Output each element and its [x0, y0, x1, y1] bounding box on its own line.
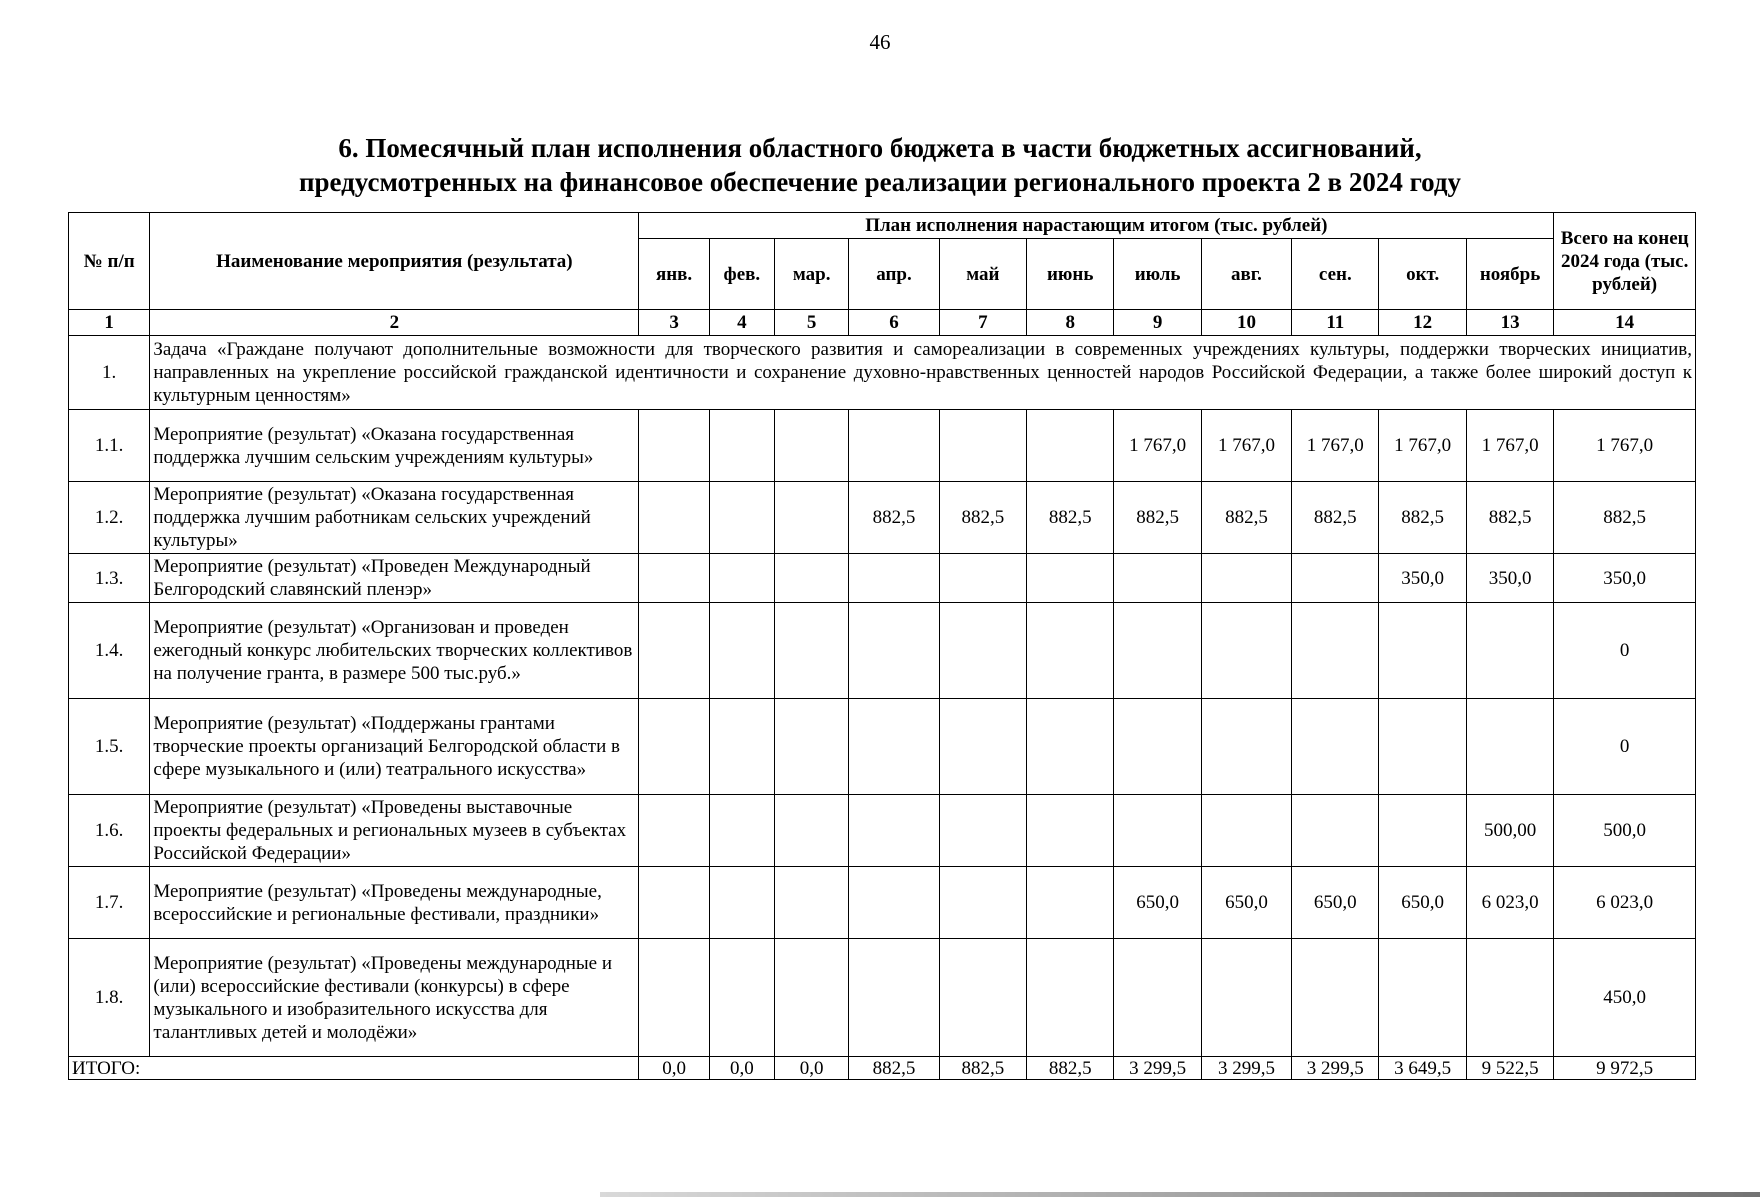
month-value: 500,00 — [1466, 795, 1553, 867]
month-value — [939, 699, 1026, 795]
budget-plan-table — [68, 212, 1696, 1080]
month-value — [849, 939, 939, 1057]
column-number: 6 — [849, 310, 939, 336]
task-num: 1. — [69, 336, 150, 410]
page-title-line-1: 6. Помесячный план исполнения областного бюджета в части бюджетных ассигнований, — [338, 133, 1422, 163]
month-value — [1292, 699, 1379, 795]
row-num: 1.1. — [69, 410, 150, 482]
month-value: 882,5 — [849, 482, 939, 554]
month-value — [849, 603, 939, 699]
month-value — [639, 554, 709, 603]
month-value: 882,5 — [1027, 482, 1114, 554]
month-value — [1466, 939, 1553, 1057]
total-month-value: 0,0 — [639, 1057, 709, 1080]
month-value — [1466, 699, 1553, 795]
row-name: Мероприятие (результат) «Проведен Международный Белгородский славянский пленэр» — [150, 554, 639, 603]
month-value — [709, 939, 774, 1057]
row-total: 350,0 — [1554, 554, 1696, 603]
month-value — [709, 482, 774, 554]
total-label: ИТОГО: — [69, 1057, 639, 1080]
header-month: ноябрь — [1466, 239, 1553, 310]
month-value: 650,0 — [1201, 867, 1291, 939]
column-number: 1 — [69, 310, 150, 336]
month-value — [1027, 603, 1114, 699]
month-value — [1027, 939, 1114, 1057]
column-number: 11 — [1292, 310, 1379, 336]
month-value — [1379, 795, 1466, 867]
month-value — [774, 699, 848, 795]
column-number: 10 — [1201, 310, 1291, 336]
month-value — [639, 699, 709, 795]
month-value: 882,5 — [939, 482, 1026, 554]
row-name: Мероприятие (результат) «Проведены международные и (или) всероссийские фестивали (конкурсы) в сфере музыкального и изобразительного искусства для талантливых детей и молодёжи» — [150, 939, 639, 1057]
total-month-value: 0,0 — [774, 1057, 848, 1080]
month-value — [709, 795, 774, 867]
total-month-value: 882,5 — [849, 1057, 939, 1080]
total-month-value: 9 522,5 — [1466, 1057, 1553, 1080]
month-value: 882,5 — [1292, 482, 1379, 554]
month-value: 882,5 — [1379, 482, 1466, 554]
month-value — [1201, 603, 1291, 699]
month-value — [709, 410, 774, 482]
header-month: фев. — [709, 239, 774, 310]
row-num: 1.5. — [69, 699, 150, 795]
header-num: № п/п — [69, 213, 150, 310]
month-value — [1379, 699, 1466, 795]
table-row — [69, 939, 1696, 1057]
row-name: Мероприятие (результат) «Организован и проведен ежегодный конкурс любительских творческих коллективов на получение гранта, в размере 500 тыс.руб.» — [150, 603, 639, 699]
month-value — [1027, 554, 1114, 603]
month-value — [849, 410, 939, 482]
row-total: 882,5 — [1554, 482, 1696, 554]
column-number: 8 — [1027, 310, 1114, 336]
header-month: июнь — [1027, 239, 1114, 310]
month-value — [639, 795, 709, 867]
column-number: 3 — [639, 310, 709, 336]
grand-total: 9 972,5 — [1554, 1057, 1696, 1080]
table-row — [69, 603, 1696, 699]
row-total: 450,0 — [1554, 939, 1696, 1057]
month-value — [709, 699, 774, 795]
month-value — [774, 482, 848, 554]
month-value: 650,0 — [1114, 867, 1201, 939]
page-title-line-2: предусмотренных на финансовое обеспечение реализации регионального проекта 2 в 2024 году — [298, 167, 1462, 197]
column-number: 9 — [1114, 310, 1201, 336]
month-value — [939, 603, 1026, 699]
month-value — [774, 795, 848, 867]
page-number: 46 — [869, 30, 891, 54]
month-value — [709, 603, 774, 699]
header-month: апр. — [849, 239, 939, 310]
table-row — [69, 867, 1696, 939]
total-month-value: 882,5 — [939, 1057, 1026, 1080]
month-value: 1 767,0 — [1379, 410, 1466, 482]
table-row — [69, 410, 1696, 482]
task-text: Задача «Граждане получают дополнительные возможности для творческого развития и самореализации в современных учреждениях культуры, поддержки творческих инициатив, направленных на укрепление российской гражданской идентичности и сохранение духовно-нравственных ценностей народов Российской Федерации, а также более широкий доступ к культурным ценностям» — [150, 336, 1696, 410]
scan-edge-line — [600, 1192, 1760, 1197]
month-value — [1292, 603, 1379, 699]
month-value: 1 767,0 — [1292, 410, 1379, 482]
month-value — [774, 939, 848, 1057]
month-value — [939, 939, 1026, 1057]
month-value: 1 767,0 — [1201, 410, 1291, 482]
row-num: 1.4. — [69, 603, 150, 699]
month-value — [1114, 699, 1201, 795]
month-value: 650,0 — [1292, 867, 1379, 939]
month-value — [1114, 603, 1201, 699]
month-value — [1201, 554, 1291, 603]
table-row — [69, 699, 1696, 795]
month-value — [774, 867, 848, 939]
month-value — [709, 554, 774, 603]
month-value — [639, 939, 709, 1057]
row-total: 6 023,0 — [1554, 867, 1696, 939]
total-row — [69, 1057, 1696, 1080]
header-month: авг. — [1201, 239, 1291, 310]
column-number: 2 — [150, 310, 639, 336]
month-value — [849, 795, 939, 867]
month-value — [639, 482, 709, 554]
month-value: 1 767,0 — [1466, 410, 1553, 482]
month-value — [1027, 867, 1114, 939]
month-value — [939, 410, 1026, 482]
column-number: 7 — [939, 310, 1026, 336]
header-month: мар. — [774, 239, 848, 310]
month-value — [1201, 699, 1291, 795]
table-row — [69, 795, 1696, 867]
month-value — [939, 795, 1026, 867]
month-value — [1379, 939, 1466, 1057]
row-total: 0 — [1554, 699, 1696, 795]
month-value — [939, 867, 1026, 939]
row-total: 500,0 — [1554, 795, 1696, 867]
column-number: 5 — [774, 310, 848, 336]
month-value — [849, 867, 939, 939]
column-numbers-row — [69, 310, 1696, 336]
month-value — [1114, 939, 1201, 1057]
month-value — [849, 554, 939, 603]
page-title — [160, 131, 1600, 199]
column-number: 4 — [709, 310, 774, 336]
month-value — [774, 410, 848, 482]
month-value — [1379, 603, 1466, 699]
column-number: 12 — [1379, 310, 1466, 336]
table-row — [69, 482, 1696, 554]
month-value — [1027, 795, 1114, 867]
month-value — [1114, 795, 1201, 867]
row-name: Мероприятие (результат) «Проведены выставочные проекты федеральных и региональных музеев в субъектах Российской Федерации» — [150, 795, 639, 867]
month-value — [709, 867, 774, 939]
header-month: июль — [1114, 239, 1201, 310]
month-value — [1292, 795, 1379, 867]
row-total: 1 767,0 — [1554, 410, 1696, 482]
task-row — [69, 336, 1696, 410]
month-value: 350,0 — [1466, 554, 1553, 603]
row-num: 1.6. — [69, 795, 150, 867]
total-month-value: 3 299,5 — [1114, 1057, 1201, 1080]
header-month: сен. — [1292, 239, 1379, 310]
month-value: 6 023,0 — [1466, 867, 1553, 939]
column-number: 13 — [1466, 310, 1553, 336]
row-num: 1.7. — [69, 867, 150, 939]
total-month-value: 3 299,5 — [1201, 1057, 1291, 1080]
month-value — [774, 603, 848, 699]
month-value — [1114, 554, 1201, 603]
header-total: Всего на конец 2024 года (тыс. рублей) — [1554, 213, 1696, 310]
month-value — [639, 867, 709, 939]
month-value — [639, 410, 709, 482]
month-value: 882,5 — [1114, 482, 1201, 554]
month-value: 650,0 — [1379, 867, 1466, 939]
row-name: Мероприятие (результат) «Поддержаны грантами творческие проекты организаций Белгородской области в сфере музыкального и (или) театрального искусства» — [150, 699, 639, 795]
month-value — [1292, 554, 1379, 603]
month-value: 882,5 — [1201, 482, 1291, 554]
row-num: 1.3. — [69, 554, 150, 603]
header-month: май — [939, 239, 1026, 310]
header-plan-group: План исполнения нарастающим итогом (тыс. рублей) — [639, 213, 1554, 239]
total-month-value: 0,0 — [709, 1057, 774, 1080]
month-value: 350,0 — [1379, 554, 1466, 603]
total-month-value: 3 299,5 — [1292, 1057, 1379, 1080]
header-month: окт. — [1379, 239, 1466, 310]
month-value — [1201, 939, 1291, 1057]
row-name: Мероприятие (результат) «Оказана государственная поддержка лучшим сельским учреждениям культуры» — [150, 410, 639, 482]
month-value — [1201, 795, 1291, 867]
total-month-value: 3 649,5 — [1379, 1057, 1466, 1080]
month-value: 882,5 — [1466, 482, 1553, 554]
row-name: Мероприятие (результат) «Оказана государственная поддержка лучшим работникам сельских учреждений культуры» — [150, 482, 639, 554]
total-month-value: 882,5 — [1027, 1057, 1114, 1080]
row-num: 1.2. — [69, 482, 150, 554]
table-row — [69, 554, 1696, 603]
row-total: 0 — [1554, 603, 1696, 699]
column-number: 14 — [1554, 310, 1696, 336]
month-value — [1292, 939, 1379, 1057]
row-name: Мероприятие (результат) «Проведены международные, всероссийские и региональные фестивали, праздники» — [150, 867, 639, 939]
header-name: Наименование мероприятия (результата) — [150, 213, 639, 310]
month-value — [939, 554, 1026, 603]
month-value — [1027, 410, 1114, 482]
month-value: 1 767,0 — [1114, 410, 1201, 482]
row-num: 1.8. — [69, 939, 150, 1057]
month-value — [1027, 699, 1114, 795]
month-value — [639, 603, 709, 699]
header-month: янв. — [639, 239, 709, 310]
month-value — [849, 699, 939, 795]
month-value — [1466, 603, 1553, 699]
month-value — [774, 554, 848, 603]
